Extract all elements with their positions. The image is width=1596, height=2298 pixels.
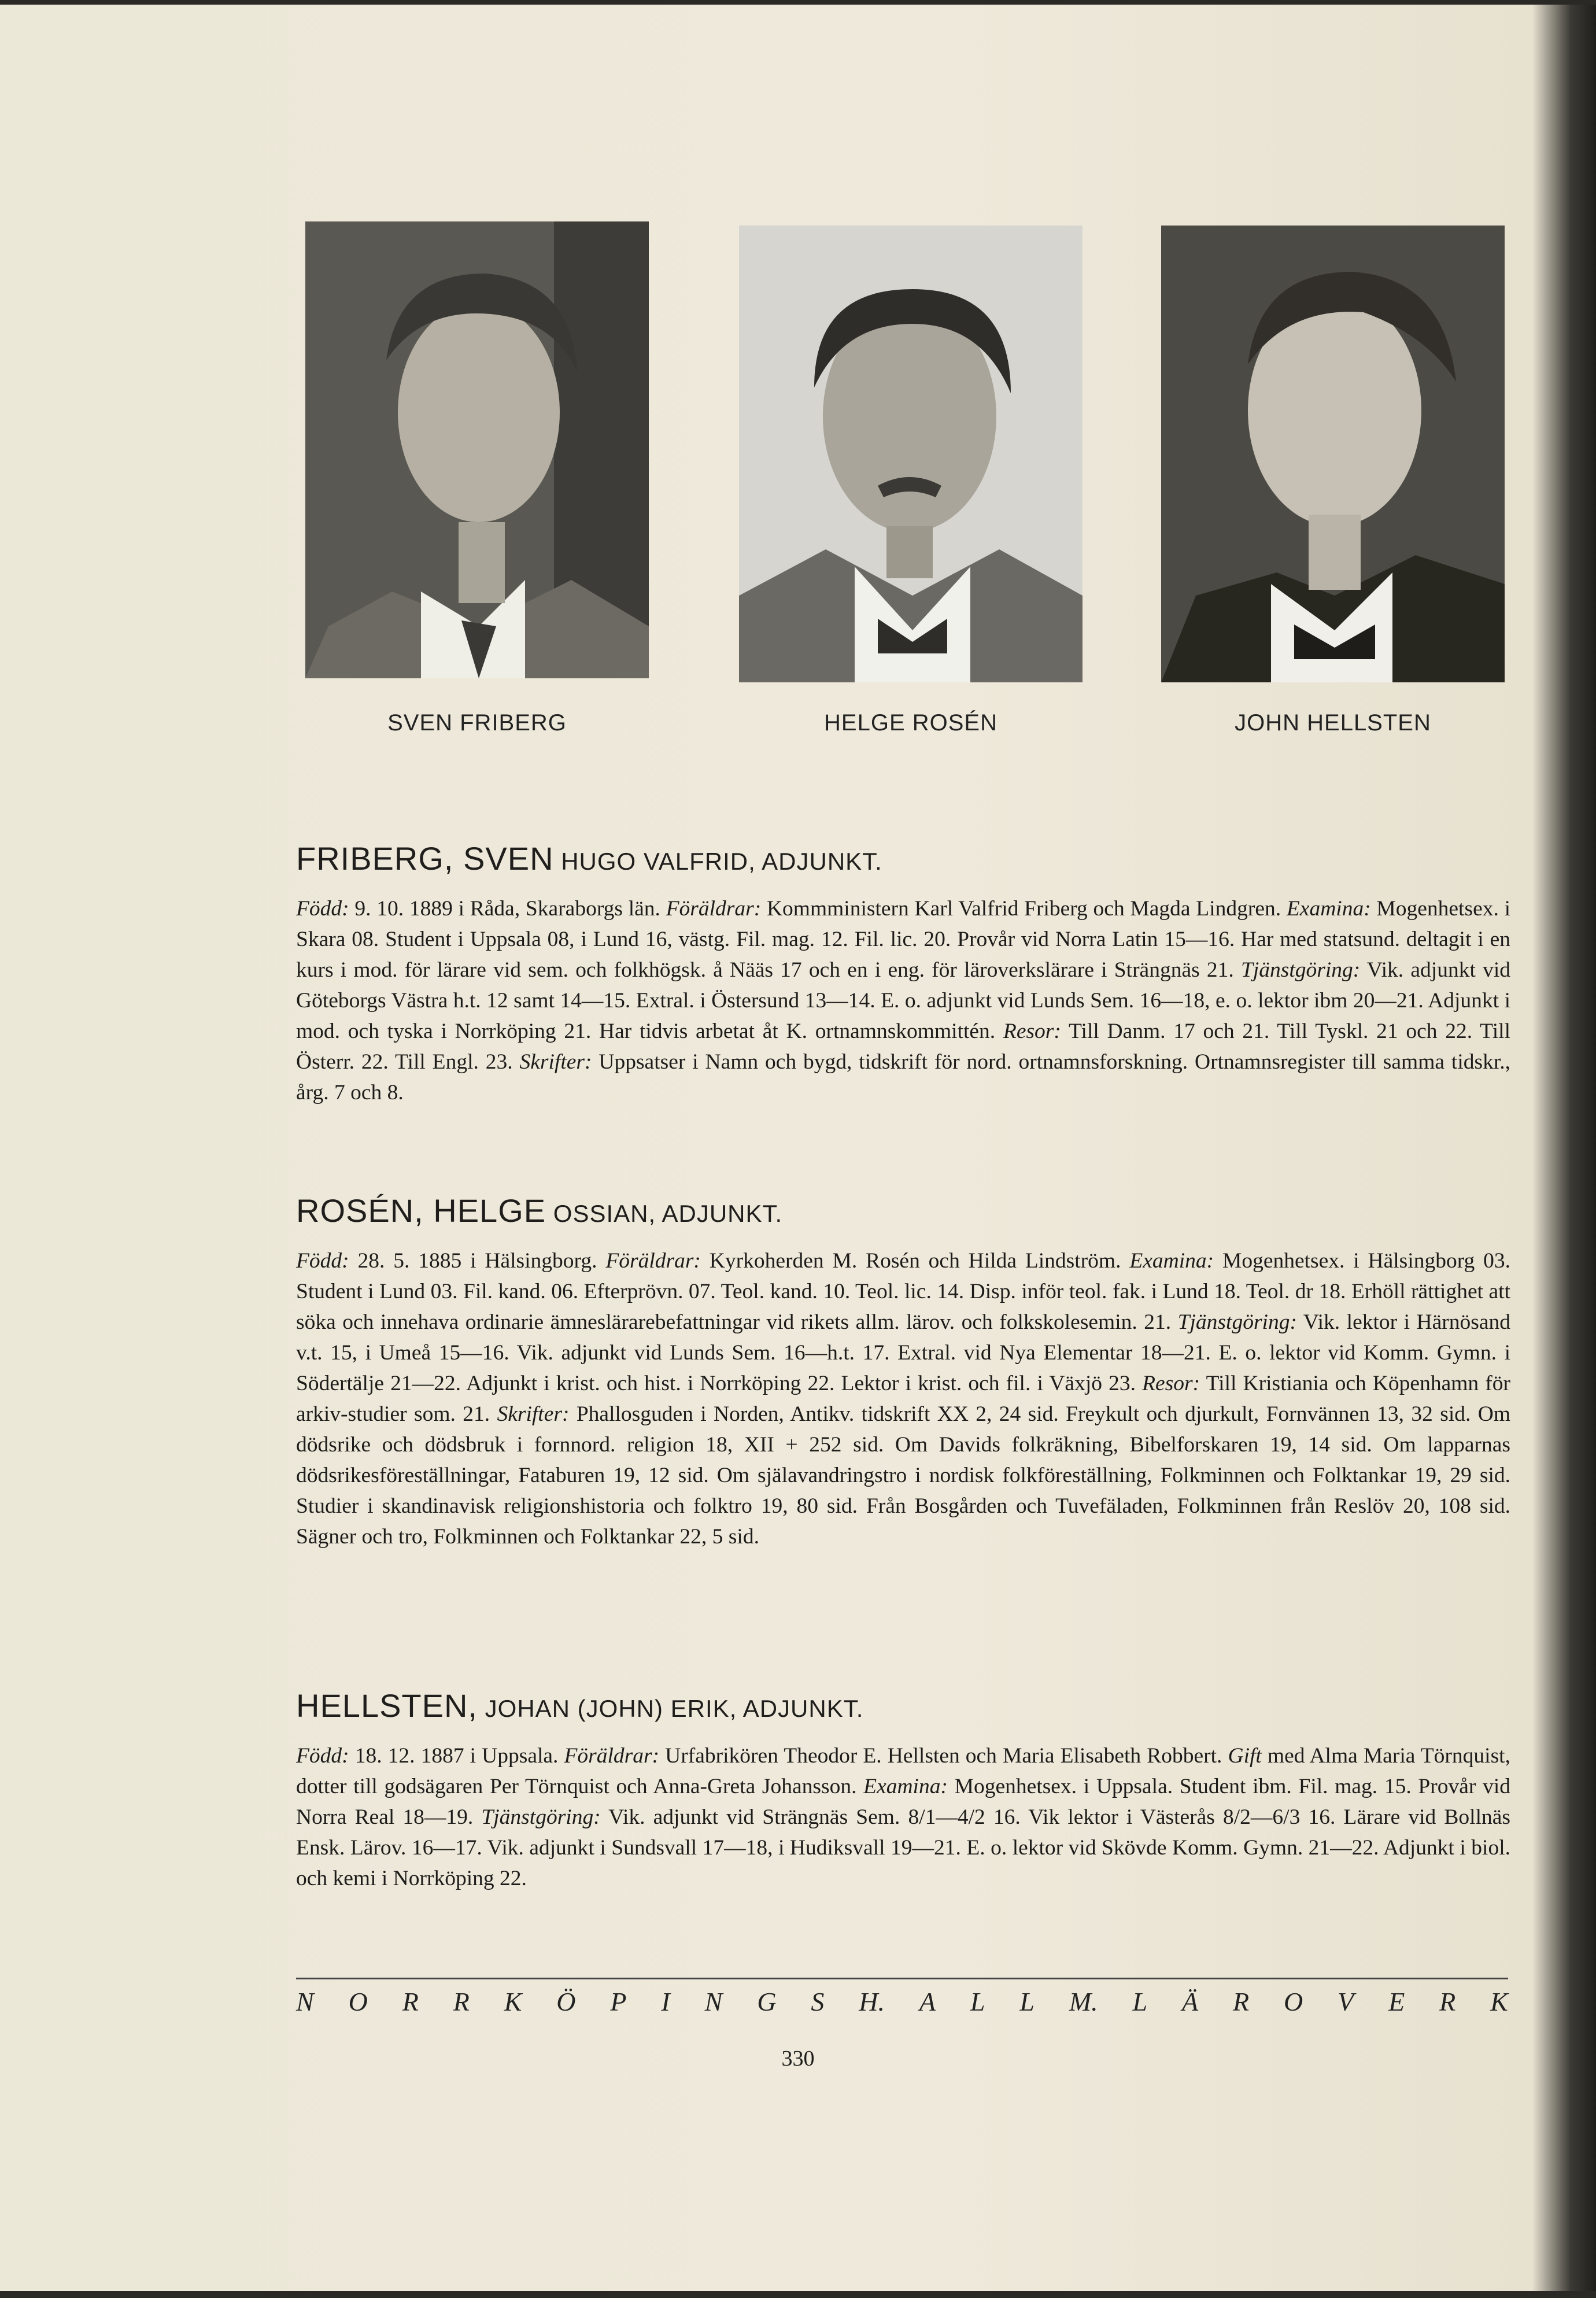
footer-letter: G: [757, 1987, 777, 2016]
entry-given-names: HUGO VALFRID, ADJUNKT.: [553, 848, 882, 875]
entry-label: Examina:: [1129, 1249, 1214, 1273]
entry-label: Skrifter:: [497, 1402, 570, 1426]
entry-given-names: OSSIAN, ADJUNKT.: [546, 1200, 783, 1227]
entry-text: Mogenhetsex. i Skara 08. Student i Uppsala 08, i Lund 16, västg. Fil. mag. 12. Fil. lic. 20. Provår vid Norra Latin 15—16. Har med statsund. deltagit i en kurs i mod. för lärare vid sem. och folkhögsk. å Nääs 17 och en i eng. för läroverkslärare i Strängnäs 21.: [296, 897, 1510, 982]
entry-heading: [296, 1687, 1510, 1724]
portrait-caption: HELGE ROSÉN: [824, 710, 998, 736]
entry-label: Gift: [1228, 1744, 1262, 1768]
portrait-photo-john-hellsten: [1161, 226, 1505, 682]
footer-letter: I: [661, 1987, 670, 2016]
footer-letter: R: [1233, 1987, 1250, 2016]
footer-letter: P: [610, 1987, 627, 2016]
entry-label: Examina:: [863, 1775, 948, 1798]
entry-label: Föräldrar:: [564, 1744, 660, 1768]
entry-label: Tjänstgöring:: [1177, 1310, 1297, 1334]
entry-label: Skrifter:: [519, 1050, 592, 1074]
footer-letter: V: [1338, 1987, 1354, 2016]
footer-letter: K: [504, 1987, 522, 2016]
entry-label: Föräldrar:: [605, 1249, 701, 1273]
biography-entry-rosen: [296, 1192, 1510, 1552]
biography-entry-friberg: [296, 840, 1510, 1108]
footer-letter: N: [704, 1987, 723, 2016]
scan-top-edge: [0, 0, 1596, 5]
footer-letter: Ä: [1182, 1987, 1199, 2016]
entry-given-names: JOHAN (JOHN) ERIK, ADJUNKT.: [478, 1695, 864, 1722]
footer-letter: K: [1490, 1987, 1508, 2016]
entry-heading: [296, 840, 1510, 877]
biography-entry-hellsten: [296, 1687, 1510, 1894]
entry-label: Examina:: [1286, 897, 1371, 921]
footer-letter: S: [811, 1987, 825, 2016]
entry-label: Resor:: [1003, 1019, 1061, 1043]
footer-letter: A: [919, 1987, 936, 2016]
entry-text: Uppsatser i Namn och bygd, tidskrift för nord. ortnamnsforskning. Ortnamnsregister till samma tidskr., årg. 7 och 8.: [296, 1050, 1511, 1104]
entry-text: Till Danm. 17 och 21. Till Tyskl. 21 och 22. Till Österr. 22. Till Engl. 23.: [296, 1019, 1510, 1074]
entry-text: Vik. lektor i Härnösand v.t. 15, i Umeå 15—16. Vik. adjunkt vid Lunds Sem. 16—h.t. 17. Extral. vid Nya Elementar 18—21. E. o. lektor vid Komm. Gymn. i Södertälje 21—22. Adjunkt i krist. och hist. i Norrköping 22. Lektor i krist. och fil. i Växjö 23.: [296, 1310, 1510, 1395]
entry-label: Föräldrar:: [666, 897, 762, 921]
entry-label: Tjänstgöring:: [1240, 958, 1361, 982]
footer-letter: Ö: [556, 1987, 576, 2016]
entry-text: 9. 10. 1889 i Råda, Skaraborgs län.: [349, 897, 666, 921]
portrait-photo-helge-rosen: [739, 226, 1083, 682]
entry-text: Kyrkoherden M. Rosén och Hilda Lindström.: [700, 1249, 1130, 1273]
portrait-photo-sven-friberg: [305, 221, 649, 678]
footer-letter: R: [402, 1987, 419, 2016]
entry-label: Tjänstgöring:: [481, 1805, 601, 1829]
footer-letter: O: [348, 1987, 368, 2016]
entry-text: 18. 12. 1887 i Uppsala.: [349, 1744, 564, 1768]
footer-letter: L: [1019, 1987, 1035, 2016]
running-footer: [296, 1986, 1508, 2027]
entry-label: Född:: [296, 1249, 349, 1273]
entry-text: Mogenhetsex. i Uppsala. Student ibm. Fil. mag. 15. Provår vid Norra Real 18—19.: [296, 1775, 1510, 1829]
entry-text: Vik. adjunkt vid Strängnäs Sem. 8/1—4/2 16. Vik lektor i Västerås 8/2—6/3 16. Lärare vid Bollnäs Ensk. Lärov. 16—17. Vik. adjunkt i Sundsvall 17—18, i Hudiksvall 19—21. E. o. lektor vid Skövde Komm. Gymn. 21—22. Adjunkt i biol. och kemi i Norrköping 22.: [296, 1805, 1511, 1890]
entry-body: [296, 1246, 1510, 1552]
footer-letter: M.: [1069, 1987, 1098, 2016]
entry-text: Till Kristiania och Köpenhamn för arkiv-studier som. 21.: [296, 1372, 1510, 1426]
portrait-caption: SVEN FRIBERG: [387, 710, 567, 736]
entry-text: Vik. adjunkt vid Göteborgs Västra h.t. 12 samt 14—15. Extral. i Östersund 13—14. E. o. adjunkt vid Lunds Sem. 16—18, e. o. lektor ibm 20—21. Adjunkt i mod. och tyska i Norrköping 21. Har tidvis arbetat åt K. ortnamnskommittén.: [296, 958, 1510, 1043]
entry-text: 28. 5. 1885 i Hälsingborg.: [349, 1249, 606, 1273]
entry-surname: ROSÉN, HELGE: [296, 1192, 546, 1229]
entry-text: Urfabrikören Theodor E. Hellsten och Maria Elisabeth Robbert.: [659, 1744, 1228, 1768]
footer-letter: H.: [859, 1987, 885, 2016]
page-number: 330: [781, 2046, 815, 2071]
entry-surname: FRIBERG, SVEN: [296, 840, 554, 877]
footer-letter: E: [1388, 1987, 1405, 2016]
entry-text: Mogenhetsex. i Hälsingborg 03. Student i Lund 03. Fil. kand. 06. Efterprövn. 07. Teol. kand. 10. Teol. lic. 14. Disp. inför teol. fak. i Lund 18. Teol. dr 18. Erhöll rättighet att söka och innehava ordinarie ämneslärarebefattningar vid rikets allm. lärov. och folkskolesemin. 21.: [296, 1249, 1510, 1334]
footer-letter: L: [970, 1987, 985, 2016]
entry-label: Född:: [296, 1744, 349, 1768]
entry-heading: [296, 1192, 1510, 1229]
entry-label: Resor:: [1142, 1372, 1200, 1395]
scan-bottom-edge: [0, 2291, 1596, 2298]
entry-text: med Alma Maria Törnquist, dotter till godsägaren Per Törnquist och Anna-Greta Johansson.: [296, 1744, 1510, 1798]
entry-text: Kommministern Karl Valfrid Friberg och Magda Lindgren.: [761, 897, 1287, 921]
footer-letter: R: [453, 1987, 470, 2016]
footer-rule: [296, 1978, 1508, 1979]
footer-letter: N: [296, 1987, 314, 2016]
entry-text: Phallosguden i Norden, Antikv. tidskrift XX 2, 24 sid. Freykult och djurkult, Fornvännen 13, 32 sid. Om dödsrike och dödsbruk i fornnord. religion 18, XII + 252 sid. Om Davids folkräkning, Bibelforskaren 19, 14 sid. Om lapparnas dödsrikesföreställningar, Fataburen 19, 12 sid. Om själavandringstro i nordisk folkföreställning, Folkminnen och Folktankar 19, 29 sid. Studier i skandinavisk religionshistoria och folktro 19, 80 sid. Från Bosgården och Tuvefäladen, Folkminnen från Reslöv 20, 108 sid. Sägner och tro, Folkminnen och Folktankar 22, 5 sid.: [296, 1402, 1510, 1549]
entry-surname: HELLSTEN,: [296, 1687, 478, 1724]
footer-letter: L: [1132, 1987, 1148, 2016]
portrait-caption: JOHN HELLSTEN: [1235, 710, 1431, 736]
footer-letter: R: [1439, 1987, 1456, 2016]
entry-label: Född:: [296, 897, 349, 921]
footer-letter: O: [1284, 1987, 1303, 2016]
entry-body: [296, 893, 1510, 1108]
entry-body: [296, 1741, 1510, 1894]
